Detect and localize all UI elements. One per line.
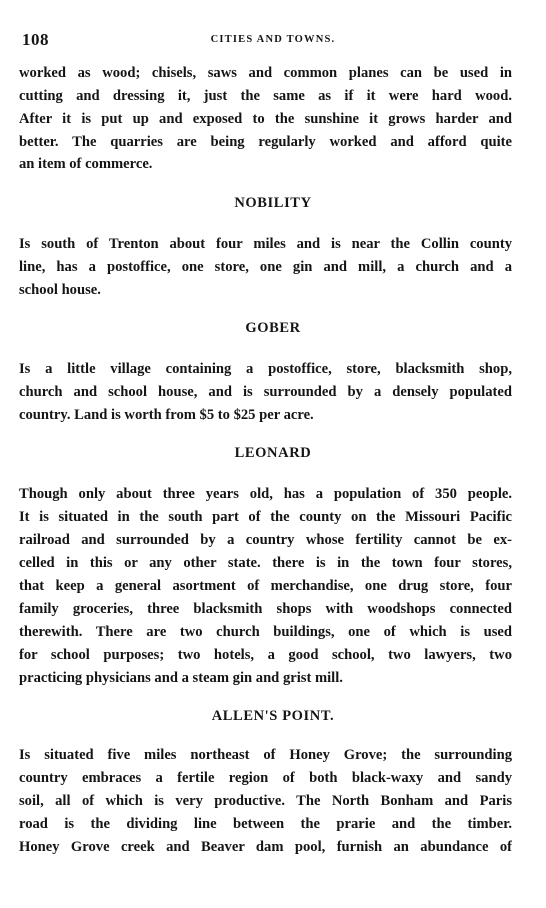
text-line: line, has a postoffice, one store, one gin and mill, a church and a xyxy=(19,259,512,275)
text-line: Is south of Trenton about four miles and is near the Collin county xyxy=(19,236,512,252)
text-line: better. The quarries are being regularly worked and afford quite xyxy=(19,134,512,150)
text-line: railroad and surrounded by a country whose fertility cannot be ex- xyxy=(19,532,512,548)
section-heading: LEONARD xyxy=(234,445,312,461)
text-line: Is a little village containing a postoffice, store, blacksmith shop, xyxy=(19,361,512,377)
text-line: practicing physicians and a steam gin and grist mill. xyxy=(19,670,343,686)
text-line: an item of commerce. xyxy=(19,156,153,172)
page-number: 108 xyxy=(22,30,49,49)
text-line: After it is put up and exposed to the sunshine it grows harder and xyxy=(19,111,512,127)
text-line: country. Land is worth from $5 to $25 per acre. xyxy=(19,407,314,423)
text-line: Is situated five miles northeast of Honey Grove; the surrounding xyxy=(19,747,512,763)
text-line: school house. xyxy=(19,282,101,298)
text-line: Though only about three years old, has a population of 350 people. xyxy=(19,486,512,502)
section-heading: NOBILITY xyxy=(234,195,312,211)
page-header xyxy=(0,30,546,50)
text-line: soil, all of which is very productive. The North Bonham and Paris xyxy=(19,793,512,809)
text-line: that keep a general asortment of merchandise, one drug store, four xyxy=(19,578,512,594)
text-line: therewith. There are two church buildings, one of which is used xyxy=(19,624,512,640)
running-head: CITIES AND TOWNS. xyxy=(210,34,336,45)
text-line: church and school house, and is surrounded by a densely populated xyxy=(19,384,512,400)
text-line: celled in this or any other state. there is in the town four stores, xyxy=(19,555,512,571)
text-line: for school purposes; two hotels, a good school, two lawyers, two xyxy=(19,647,512,663)
section-heading: ALLEN'S POINT. xyxy=(211,708,335,724)
text-line: Honey Grove creek and Beaver dam pool, furnish an abundance of xyxy=(19,839,512,855)
text-line: worked as wood; chisels, saws and common planes can be used in xyxy=(19,65,512,81)
text-line: family groceries, three blacksmith shops with woodshops connected xyxy=(19,601,512,617)
section-heading: GOBER xyxy=(245,320,301,336)
text-line: road is the dividing line between the prarie and the timber. xyxy=(19,816,512,832)
text-line: cutting and dressing it, just the same as if it were hard wood. xyxy=(19,88,512,104)
text-line: It is situated in the south part of the county on the Missouri Pacific xyxy=(19,509,512,525)
text-line: country embraces a fertile region of both black-waxy and sandy xyxy=(19,770,512,786)
